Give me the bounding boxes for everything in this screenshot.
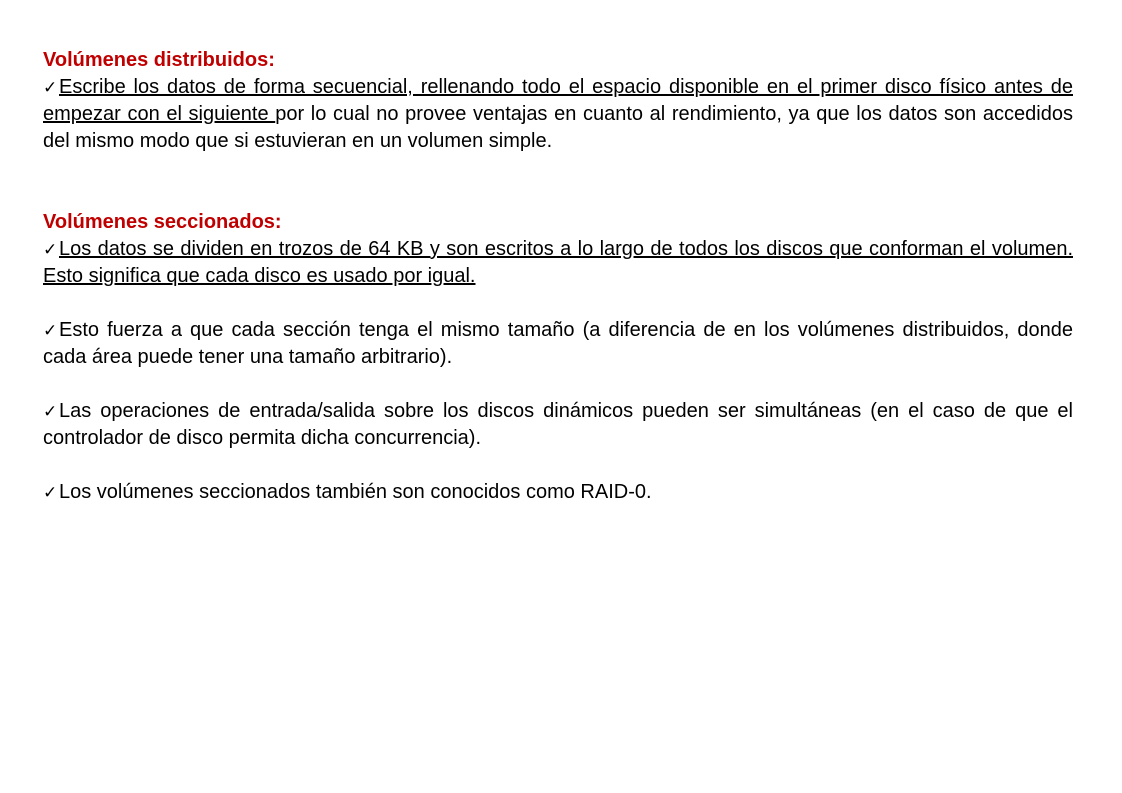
checkmark-icon: ✓ [43, 78, 58, 97]
bullet-underlined-text: Escribe los datos de forma secuencial, rellenando todo el espacio disponible en el primer disco físico antes de empezar con el siguiente [43, 76, 1073, 125]
bullet-distributed-1 [43, 74, 1073, 155]
slide-content [43, 47, 1073, 506]
bullet-striped-4 [43, 479, 1073, 506]
spacer [43, 371, 1073, 398]
spacer [43, 290, 1073, 317]
checkmark-icon: ✓ [43, 240, 58, 259]
bullet-striped-2 [43, 317, 1073, 371]
heading-distributed-volumes: Volúmenes distribuidos: [43, 49, 275, 71]
spacer [43, 155, 1073, 209]
bullet-plain-text: por lo cual no provee ventajas en cuanto al rendimiento, ya que los datos son accedidos del mismo modo que si estuvieran en un volumen simple. [43, 103, 1073, 152]
checkmark-icon: ✓ [43, 402, 58, 421]
bullet-text: Esto fuerza a que cada sección tenga el mismo tamaño (a diferencia de en los volúmenes distribuidos, donde cada área puede tener una tamaño arbitrario). [43, 319, 1073, 368]
bullet-striped-1 [43, 236, 1073, 290]
bullet-striped-3 [43, 398, 1073, 452]
bullet-underlined-text: Los datos se dividen en trozos de 64 KB y son escritos a lo largo de todos los discos que conforman el volumen. Esto significa que cada disco es usado por igual. [43, 238, 1073, 287]
checkmark-icon: ✓ [43, 483, 58, 502]
checkmark-icon: ✓ [43, 321, 58, 340]
heading-striped-volumes: Volúmenes seccionados: [43, 211, 282, 233]
bullet-text: Las operaciones de entrada/salida sobre los discos dinámicos pueden ser simultáneas (en el caso de que el controlador de disco permita dicha concurrencia). [43, 400, 1073, 449]
bullet-text: Los volúmenes seccionados también son conocidos como RAID-0. [59, 481, 652, 503]
spacer [43, 452, 1073, 479]
